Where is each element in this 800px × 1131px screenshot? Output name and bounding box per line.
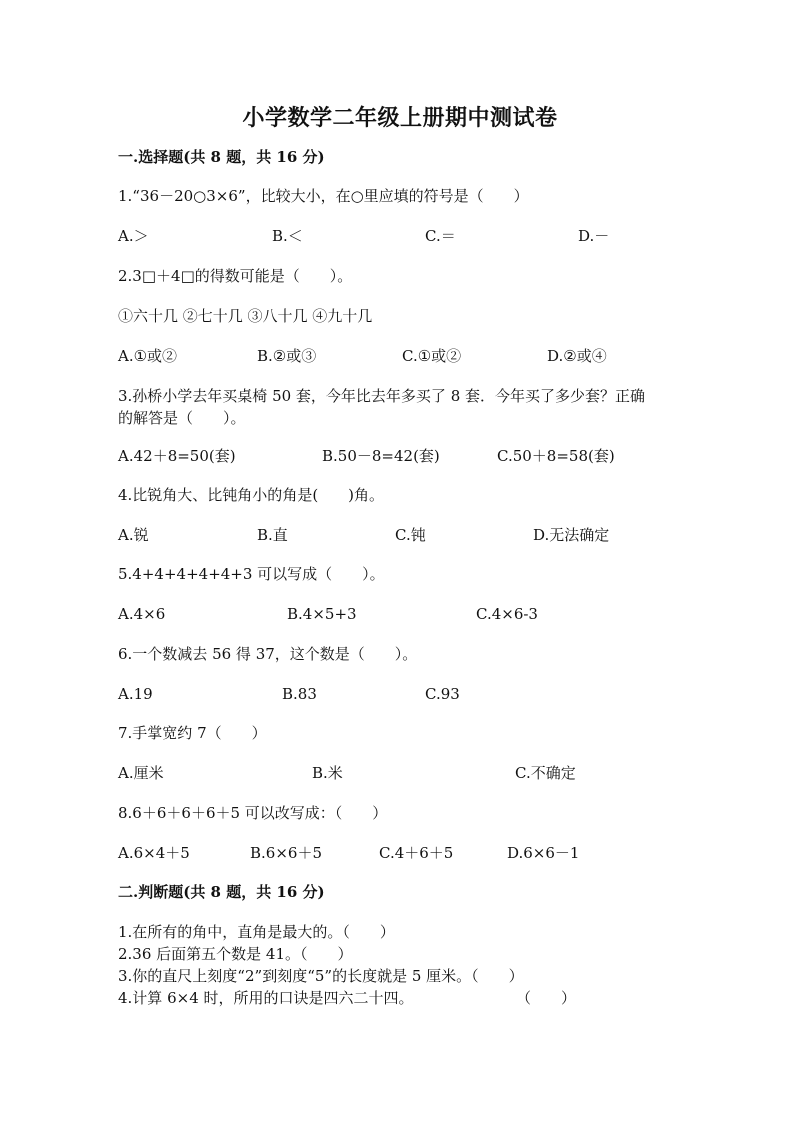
question-1-option-a[interactable]: A.＞ [118,227,149,245]
question-6-option-c[interactable]: C.93 [425,685,460,703]
page-title: 小学数学二年级上册期中测试卷 [242,105,558,131]
question-3-stem-line2: 的解答是（ ）。 [118,409,246,427]
question-2-option-a[interactable]: A.①或② [118,347,178,365]
question-5-option-a[interactable]: A.4×6 [118,605,166,623]
question-7-option-b[interactable]: B.米 [312,764,343,782]
question-4-option-c[interactable]: C.钝 [395,526,426,544]
section-heading-choice: 一.选择题(共 8 题，共 16 分) [118,148,325,166]
true-false-item-3: 3.你的直尺上刻度“2”到刻度“5”的长度就是 5 厘米。（ ） [118,967,524,985]
question-7-stem: 7.手掌宽约 7（ ） [118,724,267,742]
question-5-option-b[interactable]: B.4×5+3 [287,605,357,623]
question-4-option-d[interactable]: D.无法确定 [533,526,610,544]
question-8-option-c[interactable]: C.4＋6＋5 [379,844,454,862]
question-1-option-b[interactable]: B.＜ [272,227,303,245]
true-false-item-1: 1.在所有的角中，直角是最大的。（ ） [118,923,395,941]
question-4-stem: 4.比锐角大、比钝角小的角是( )角。 [118,486,385,504]
question-2-option-b[interactable]: B.②或③ [257,347,317,365]
question-5-option-c[interactable]: C.4×6-3 [476,605,538,623]
question-6-option-a[interactable]: A.19 [118,685,153,703]
question-4-option-a[interactable]: A.锐 [118,526,149,544]
question-5-stem: 5.4+4+4+4+4+3 可以写成（ ）。 [118,565,385,583]
question-3-option-a[interactable]: A.42＋8=50(套) [118,447,236,465]
question-1-option-c[interactable]: C.＝ [425,227,456,245]
question-8-option-d[interactable]: D.6×6－1 [507,844,580,862]
section-heading-true-false: 二.判断题(共 8 题，共 16 分) [118,883,325,901]
true-false-item-4: 4.计算 6×4 时，所用的口诀是四六二十四。 [118,989,414,1007]
question-7-option-a[interactable]: A.厘米 [118,764,164,782]
question-2-stem: 2.3□＋4□的得数可能是（ ）。 [118,267,353,285]
question-2-option-c[interactable]: C.①或② [402,347,462,365]
question-7-option-c[interactable]: C.不确定 [515,764,576,782]
true-false-item-4-answer-paren[interactable]: （ ） [516,989,577,1007]
question-8-option-a[interactable]: A.6×4＋5 [118,844,190,862]
question-6-stem: 6.一个数减去 56 得 37，这个数是（ ）。 [118,645,418,663]
question-6-option-b[interactable]: B.83 [282,685,317,703]
question-2-choices-list: ①六十几 ②七十几 ③八十几 ④九十几 [118,307,373,325]
question-3-stem-line1: 3.孙桥小学去年买桌椅 50 套，今年比去年多买了 8 套．今年买了多少套？正确 [118,387,646,405]
question-1-option-d[interactable]: D.－ [578,227,610,245]
true-false-item-2: 2.36 后面第五个数是 41。（ ） [118,945,353,963]
question-4-option-b[interactable]: B.直 [257,526,288,544]
question-1-stem: 1.“36－20○3×6”，比较大小，在○里应填的符号是（ ） [118,187,529,205]
question-3-option-b[interactable]: B.50－8=42(套) [322,447,440,465]
question-8-option-b[interactable]: B.6×6＋5 [250,844,322,862]
question-3-option-c[interactable]: C.50＋8=58(套) [497,447,615,465]
question-8-stem: 8.6＋6＋6＋6＋5 可以改写成：（ ） [118,804,388,822]
question-2-option-d[interactable]: D.②或④ [547,347,607,365]
